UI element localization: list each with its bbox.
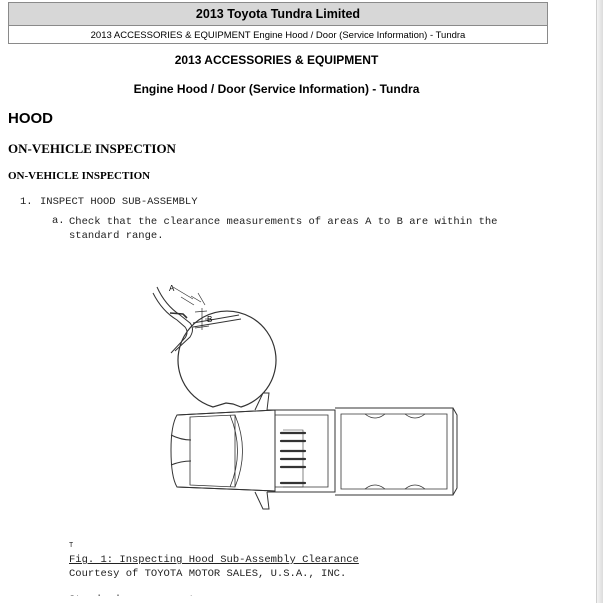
document-subtitle: 2013 ACCESSORIES & EQUIPMENT Engine Hood / Door (Service Information) - Tundra bbox=[90, 30, 466, 41]
page-cutoff bbox=[0, 596, 597, 603]
section-heading: 2013 ACCESSORIES & EQUIPMENT bbox=[174, 53, 379, 67]
on-vehicle-inspection-heading: ON-VEHICLE INSPECTION bbox=[8, 141, 176, 156]
scrollbar-edge[interactable] bbox=[596, 0, 603, 603]
figure-caption: Fig. 1: Inspecting Hood Sub-Assembly Clearance bbox=[69, 554, 359, 566]
substep-text: Check that the clearance measurements of areas A to B are within the standard range. bbox=[69, 216, 498, 242]
label-b: B bbox=[207, 315, 213, 324]
step-number: 1. bbox=[20, 196, 33, 208]
hood-heading: HOOD bbox=[8, 110, 53, 127]
on-vehicle-inspection-subheading: ON-VEHICLE INSPECTION bbox=[8, 170, 151, 182]
document-title: 2013 Toyota Tundra Limited bbox=[9, 3, 547, 26]
substep-letter: a. bbox=[52, 215, 65, 227]
figure-courtesy: Courtesy of TOYOTA MOTOR SALES, U.S.A., INC. bbox=[69, 568, 347, 580]
hood-clearance-figure bbox=[135, 265, 465, 540]
step-text: INSPECT HOOD SUB-ASSEMBLY bbox=[40, 196, 198, 208]
section-subheading: Engine Hood / Door (Service Information) - Tundra bbox=[133, 82, 420, 96]
document-header bbox=[8, 2, 548, 44]
label-a: A bbox=[169, 284, 175, 293]
figure-mark: T bbox=[69, 542, 74, 550]
